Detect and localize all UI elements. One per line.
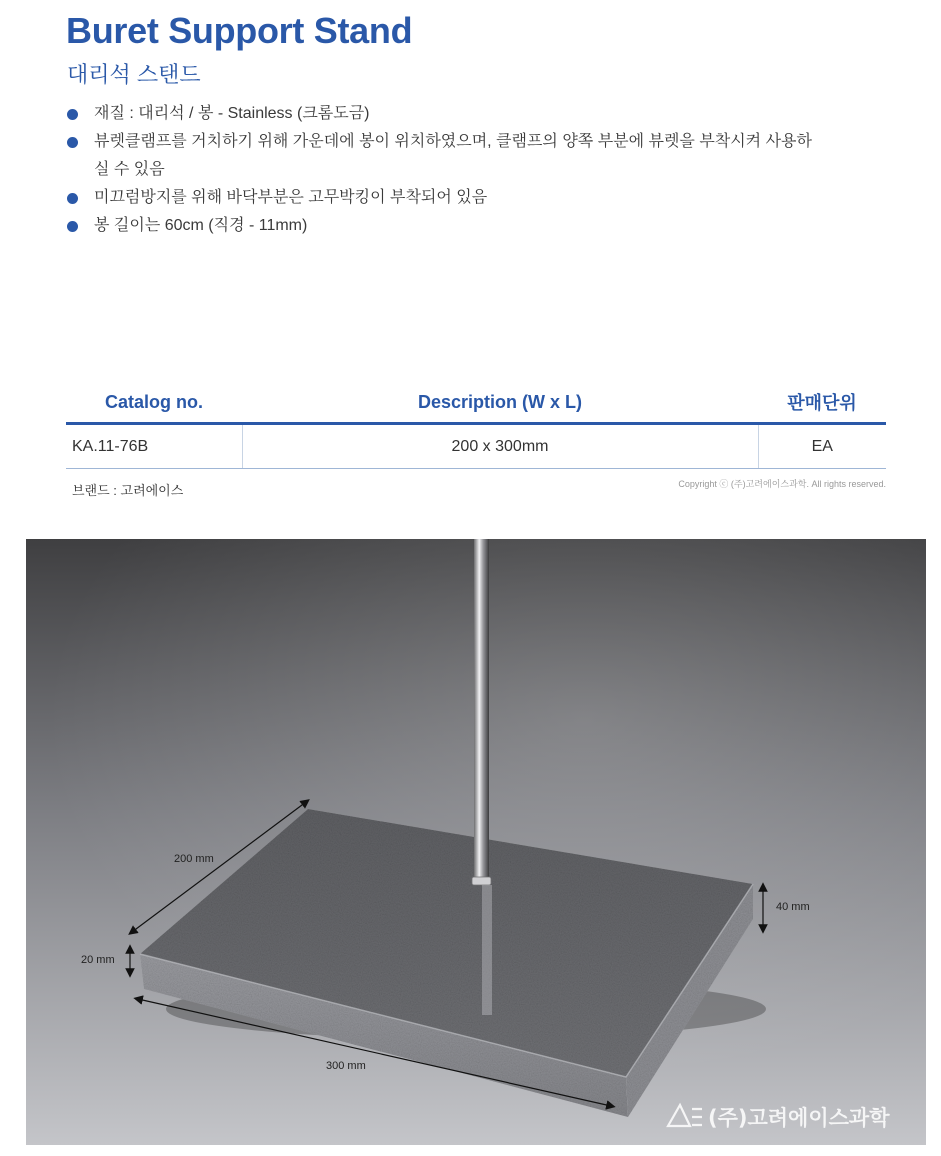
thickness-left-label: 20 mm [81, 954, 115, 966]
bullet-icon [67, 221, 78, 232]
feature-item [66, 128, 826, 184]
header-description: Description (W x L) [242, 382, 758, 424]
width-dimension-label: 200 mm [174, 853, 214, 865]
bullet-icon [67, 193, 78, 204]
cell-catalog-no: KA.11-76B [66, 424, 242, 469]
feature-text: 미끄럼방지를 위해 바닥부분은 고무박킹이 부착되어 있음 [94, 189, 488, 206]
product-photo [26, 539, 926, 1145]
brand-label: 브랜드 : 고려에이스 [72, 483, 184, 498]
feature-item [66, 184, 826, 212]
cell-unit: EA [758, 424, 886, 469]
length-dimension-label: 300 mm [326, 1060, 366, 1072]
catalog-table [66, 382, 886, 469]
product-subtitle: 대리석 스탠드 [67, 62, 201, 87]
company-watermark: (주)고려에이스과학 [708, 1106, 890, 1130]
feature-item [66, 100, 826, 128]
table-row [66, 424, 886, 469]
thickness-right-label: 40 mm [776, 901, 810, 913]
header-unit: 판매단위 [758, 382, 886, 424]
feature-text: 재질 : 대리석 / 봉 - Stainless (크롬도금) [94, 105, 370, 122]
cell-description: 200 x 300mm [242, 424, 758, 469]
feature-item [66, 212, 826, 240]
product-title: Buret Support Stand [66, 10, 413, 51]
header-catalog-no: Catalog no. [66, 382, 242, 424]
feature-text: 뷰렛클램프를 거치하기 위해 가운데에 봉이 위치하였으며, 클램프의 양쪽 부분에 뷰렛을 부착시켜 사용하실 수 있음 [94, 133, 812, 178]
bullet-icon [67, 109, 78, 120]
bullet-icon [67, 137, 78, 148]
feature-list [66, 100, 826, 240]
feature-text: 봉 길이는 60cm (직경 - 11mm) [94, 217, 308, 234]
copyright-text: Copyright ⓒ (주)고려에이스과학. All rights reserved. [678, 479, 886, 489]
table-header-row [66, 382, 886, 424]
